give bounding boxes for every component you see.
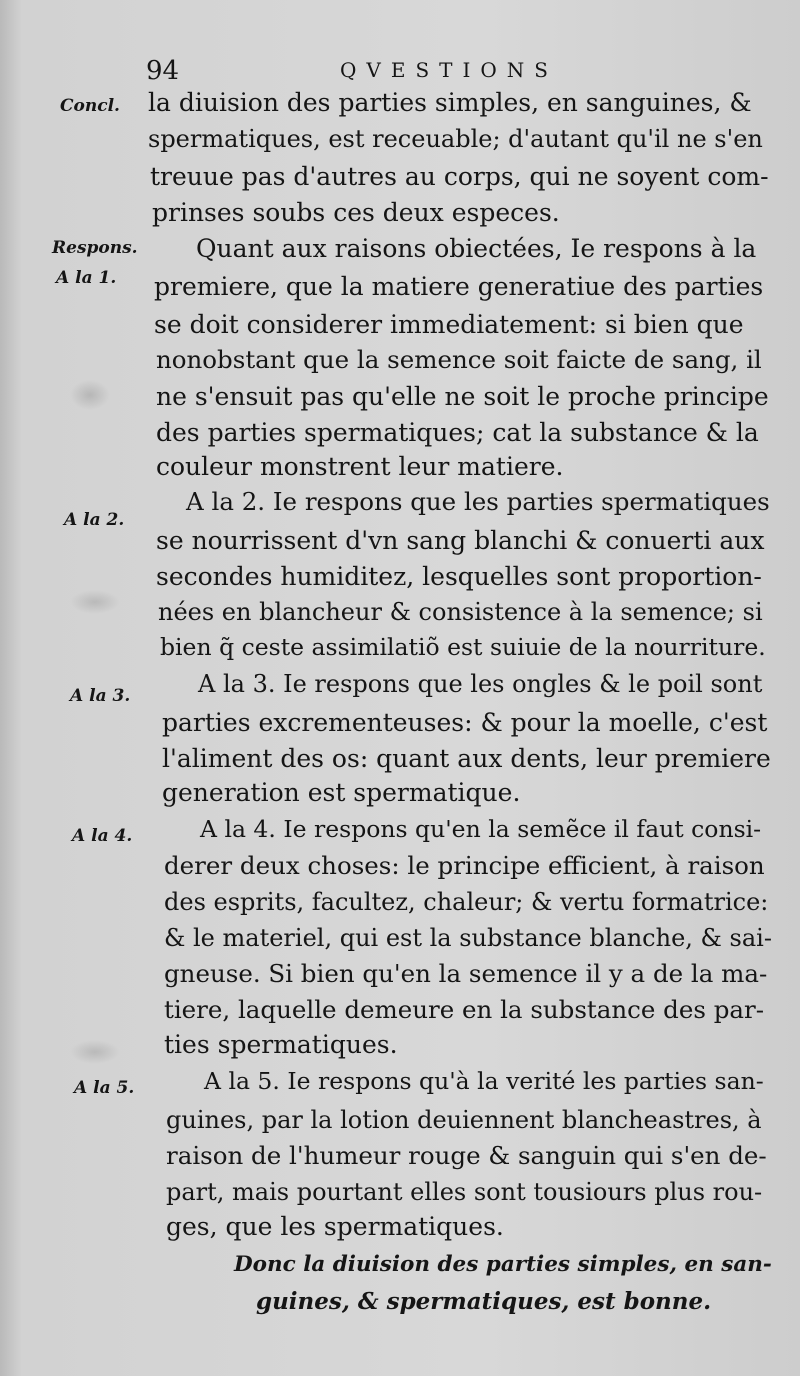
text-line: A la 5. Ie respons qu'à la verité les parties san- [204, 1067, 764, 1095]
text-line: part, mais pourtant elles sont tousiours plus rou- [166, 1178, 763, 1206]
text-line: premiere, que la matiere generatiue des parties [154, 272, 764, 301]
text-line: couleur monstrent leur matiere. [156, 452, 564, 481]
text-line: gneuse. Si bien qu'en la semence il y a de la ma- [164, 959, 768, 988]
page-header [0, 52, 800, 92]
text-line: A la 2. Ie respons que les parties spermatiques [186, 487, 770, 516]
margin-note-a-la-3: A la 3. [70, 686, 131, 706]
text-line: des parties spermatiques; cat la substance & la [156, 418, 759, 447]
text-line: prinses soubs ces deux especes. [152, 198, 560, 227]
show-through-mark [70, 380, 110, 410]
text-line: bien q̃ ceste assimilatiõ est suiuie de la nourriture. [160, 633, 766, 661]
text-line: spermatiques, est receuable; d'autant qu'il ne s'en [148, 125, 763, 153]
text-line: la diuision des parties simples, en sanguines, & [148, 88, 752, 117]
text-line: secondes humiditez, lesquelles sont proportion- [156, 562, 762, 591]
text-line: ges, que les spermatiques. [166, 1212, 504, 1241]
text-line: des esprits, facultez, chaleur; & vertu formatrice: [164, 888, 769, 916]
margin-note-respons: Respons. [52, 238, 138, 258]
margin-note-a-la-2: A la 2. [64, 510, 125, 530]
text-line: se doit considerer immediatement: si bien que [154, 310, 744, 339]
text-line: tiere, laquelle demeure en la substance des par- [164, 995, 764, 1024]
margin-note-a-la-1: A la 1. [56, 268, 117, 288]
text-line: l'aliment des os: quant aux dents, leur premiere [162, 744, 771, 773]
text-line: Quant aux raisons obiectées, Ie respons à la [196, 234, 757, 263]
text-line: nonobstant que la semence soit faicte de sang, il [156, 345, 762, 374]
text-line: A la 3. Ie respons que les ongles & le poil sont [198, 670, 763, 698]
text-line: generation est spermatique. [162, 778, 521, 807]
text-line: A la 4. Ie respons qu'en la semẽce il faut consi- [200, 815, 762, 843]
conclusion-line: guines, & spermatiques, est bonne. [256, 1288, 712, 1315]
text-line: parties excrementeuses: & pour la moelle, c'est [162, 708, 768, 737]
text-line: & le materiel, qui est la substance blanche, & sai- [164, 924, 772, 952]
margin-note-concl: Concl. [60, 96, 120, 116]
text-line: raison de l'humeur rouge & sanguin qui s'en de- [166, 1141, 767, 1170]
text-line: ties spermatiques. [164, 1030, 398, 1059]
text-line: se nourrissent d'vn sang blanchi & conuerti aux [156, 526, 765, 555]
show-through-mark [70, 1040, 120, 1064]
text-line: nées en blancheur & consistence à la semence; si [158, 598, 763, 626]
margin-note-a-la-5: A la 5. [74, 1078, 135, 1098]
margin-note-a-la-4: A la 4. [72, 826, 133, 846]
conclusion-line: Donc la diuision des parties simples, en san- [234, 1252, 772, 1277]
text-line: treuue pas d'autres au corps, qui ne soyent com- [150, 162, 769, 191]
page-number: 94 [146, 56, 180, 86]
running-title: QVESTIONS [340, 58, 558, 82]
text-line: guines, par la lotion deuiennent blancheastres, à [166, 1106, 762, 1134]
text-line: derer deux choses: le principe efficient, à raison [164, 851, 765, 880]
text-line: ne s'ensuit pas qu'elle ne soit le proche principe [156, 382, 769, 411]
show-through-mark [70, 590, 120, 614]
